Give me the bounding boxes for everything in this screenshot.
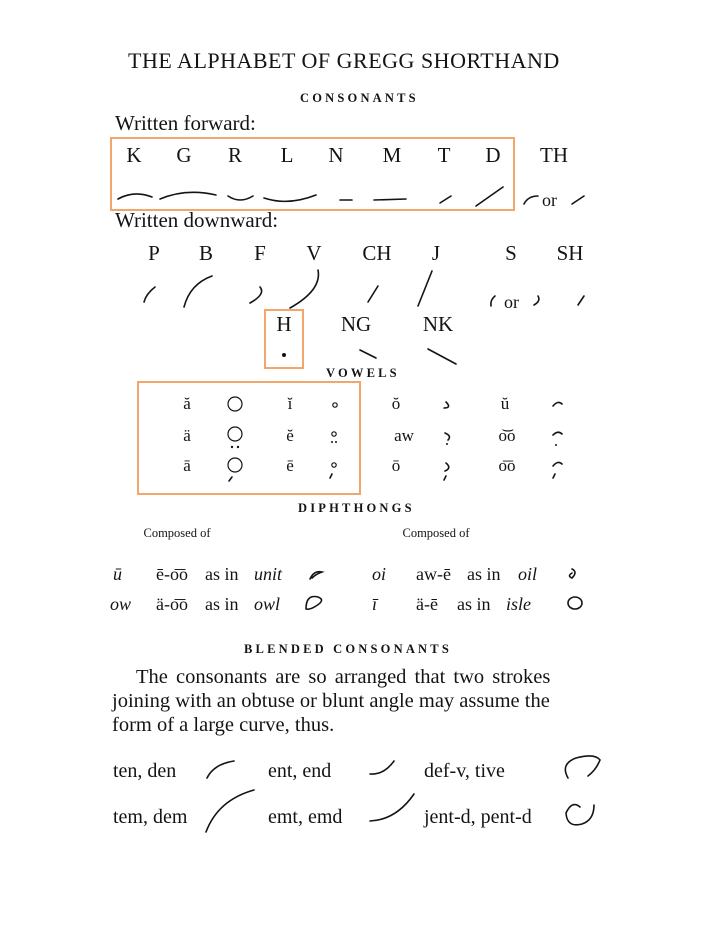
letter-nk: NK (422, 312, 454, 336)
vowel-mark-tick (444, 476, 446, 480)
blend-label-def-v-tive: def-v, tive (424, 760, 505, 782)
letter-th: TH (540, 143, 568, 167)
diphthong-as-in: as in (457, 594, 491, 614)
letter-n: N (328, 143, 344, 167)
vowel-mark-dot (231, 446, 233, 448)
letter-b: B (198, 241, 213, 265)
vowel-circle-large (228, 397, 242, 411)
letter-f: F (254, 241, 266, 265)
diphthong-composition: ē-o͞o (156, 564, 188, 584)
vowel-mark-tick (553, 474, 555, 478)
stroke-nk (428, 349, 456, 364)
composed-of-label-left: Composed of (143, 526, 211, 540)
blended-paragraph-line: form of a large curve, thus. (112, 714, 335, 736)
stroke-s-2 (534, 296, 539, 305)
stroke-blend-tem (206, 790, 254, 832)
vowel-oo-long: o͞o (498, 456, 516, 475)
forward-or-text: or (542, 190, 557, 210)
blended-consonants-heading: BLENDED CONSONANTS (244, 642, 452, 656)
vowels-heading: VOWELS (326, 366, 400, 380)
vowel-o-short: ŏ (391, 394, 401, 413)
stroke-d (476, 187, 503, 206)
letter-k: K (126, 143, 142, 167)
blend-label-jent-d-pent-d: jent-d, pent-d (424, 806, 532, 828)
letter-g: G (176, 143, 192, 167)
letter-j: J (431, 241, 441, 265)
stroke-h-dot (282, 353, 286, 357)
vowel-hook-oo-short (553, 432, 562, 435)
composed-of-label-right: Composed of (402, 526, 470, 540)
vowel-mark-dot (331, 441, 333, 443)
letter-h: H (276, 312, 292, 336)
letter-m: M (382, 143, 402, 167)
diphthong-example-word: owl (254, 594, 281, 614)
vowel-circle-large (228, 427, 242, 441)
blend-label-ten-den: ten, den (113, 760, 177, 782)
letter-s: S (505, 241, 517, 265)
blended-paragraph-line: The consonants are so arranged that two strokes (136, 666, 551, 688)
stroke-f (250, 287, 262, 303)
vowel-mark-dot (555, 444, 557, 446)
stroke-m (374, 199, 406, 200)
diphthong-as-in: as in (205, 564, 239, 584)
letter-v: V (306, 241, 322, 265)
letter-t: T (437, 143, 451, 167)
vowel-circle-small (332, 432, 336, 436)
stroke-l (264, 195, 316, 201)
vowel-circle-large (228, 458, 242, 472)
vowel-hook-aw (445, 433, 449, 440)
diphthong-example-word: unit (254, 564, 283, 584)
written-forward-label: Written forward: (115, 111, 256, 135)
stroke-th-2 (572, 196, 584, 204)
stroke-blend-ten (207, 761, 234, 778)
vowel-mark-tick (330, 474, 332, 478)
consonants-heading: CONSONANTS (300, 91, 419, 105)
written-downward-label: Written downward: (115, 208, 279, 232)
vowel-a-umlaut: ä (183, 426, 191, 445)
vowel-mark-dot (237, 446, 239, 448)
stroke-sh (578, 296, 584, 305)
blended-paragraph-line: joining with an obtuse or blunt angle may assume the (112, 690, 550, 712)
vowel-i-short: ĭ (287, 394, 293, 413)
diphthong-as-in: as in (205, 594, 239, 614)
stroke-diphthong-i (568, 597, 582, 609)
stroke-th-1 (524, 196, 538, 204)
stroke-r (228, 196, 253, 200)
diphthong-as-in: as in (467, 564, 501, 584)
vowel-aw: aw (394, 426, 414, 445)
stroke-t (440, 196, 451, 203)
diphthong-example-word: oil (518, 564, 538, 584)
letter-r: R (227, 143, 242, 167)
letter-ch: CH (362, 241, 392, 265)
stroke-blend-jent (566, 805, 594, 825)
stroke-diphthong-oi (570, 569, 576, 578)
stroke-j (418, 271, 432, 306)
stroke-k (118, 194, 152, 199)
stroke-b (184, 276, 212, 307)
diphthong-composition: aw-ē (416, 564, 451, 584)
stroke-blend-ent (370, 761, 394, 774)
stroke-ch (368, 286, 378, 302)
stroke-s-1 (491, 296, 495, 306)
diphthong-symbol: ow (110, 594, 132, 614)
vowel-circle-small (333, 403, 337, 407)
vowel-hook-oo-long (553, 462, 562, 466)
vowel-mark-tick (229, 477, 232, 481)
vowel-mark-dot (335, 441, 337, 443)
diphthong-example-word: isle (506, 594, 531, 614)
diphthong-symbol: ū (113, 564, 122, 584)
vowel-hook-o-long (445, 463, 449, 471)
stroke-v (290, 270, 318, 308)
diphthong-symbol: ī (372, 594, 378, 614)
diphthongs-heading: DIPHTHONGS (298, 501, 415, 515)
letter-l: L (280, 143, 294, 167)
vowel-hook-o (444, 402, 449, 408)
vowel-a-long: ā (183, 456, 191, 475)
letter-sh: SH (556, 241, 584, 265)
vowel-circle-small (332, 463, 336, 467)
stroke-diphthong-u (310, 572, 322, 579)
vowel-e-short: ĕ (286, 426, 294, 445)
page-title: THE ALPHABET OF GREGG SHORTHAND (128, 48, 560, 73)
vowel-oo-short: o͝o (498, 426, 516, 445)
blend-label-emt-emd: emt, emd (268, 806, 343, 828)
stroke-diphthong-ow (306, 597, 322, 610)
diphthong-composition: ä-ē (416, 594, 438, 614)
letter-ng: NG (340, 312, 372, 336)
diphthong-symbol: oi (372, 564, 387, 584)
stroke-g (160, 192, 216, 199)
vowel-hook-u (553, 402, 562, 406)
vowel-o-long: ō (391, 456, 401, 475)
stroke-p (144, 287, 155, 302)
stroke-blend-emt (370, 794, 414, 821)
downward-or-text: or (504, 292, 519, 312)
vowel-a-short: ă (183, 394, 191, 413)
stroke-ng (360, 350, 376, 358)
blend-label-ent-end: ent, end (268, 760, 332, 782)
vowel-mark-dot (446, 443, 448, 445)
stroke-blend-def (565, 756, 600, 778)
diphthong-composition: ä-o͞o (156, 594, 188, 614)
letter-p: P (148, 241, 160, 265)
vowel-e-long: ē (286, 456, 294, 475)
blend-label-tem-dem: tem, dem (113, 806, 188, 828)
letter-d: D (485, 143, 501, 167)
vowel-u-short: ŭ (500, 394, 510, 413)
